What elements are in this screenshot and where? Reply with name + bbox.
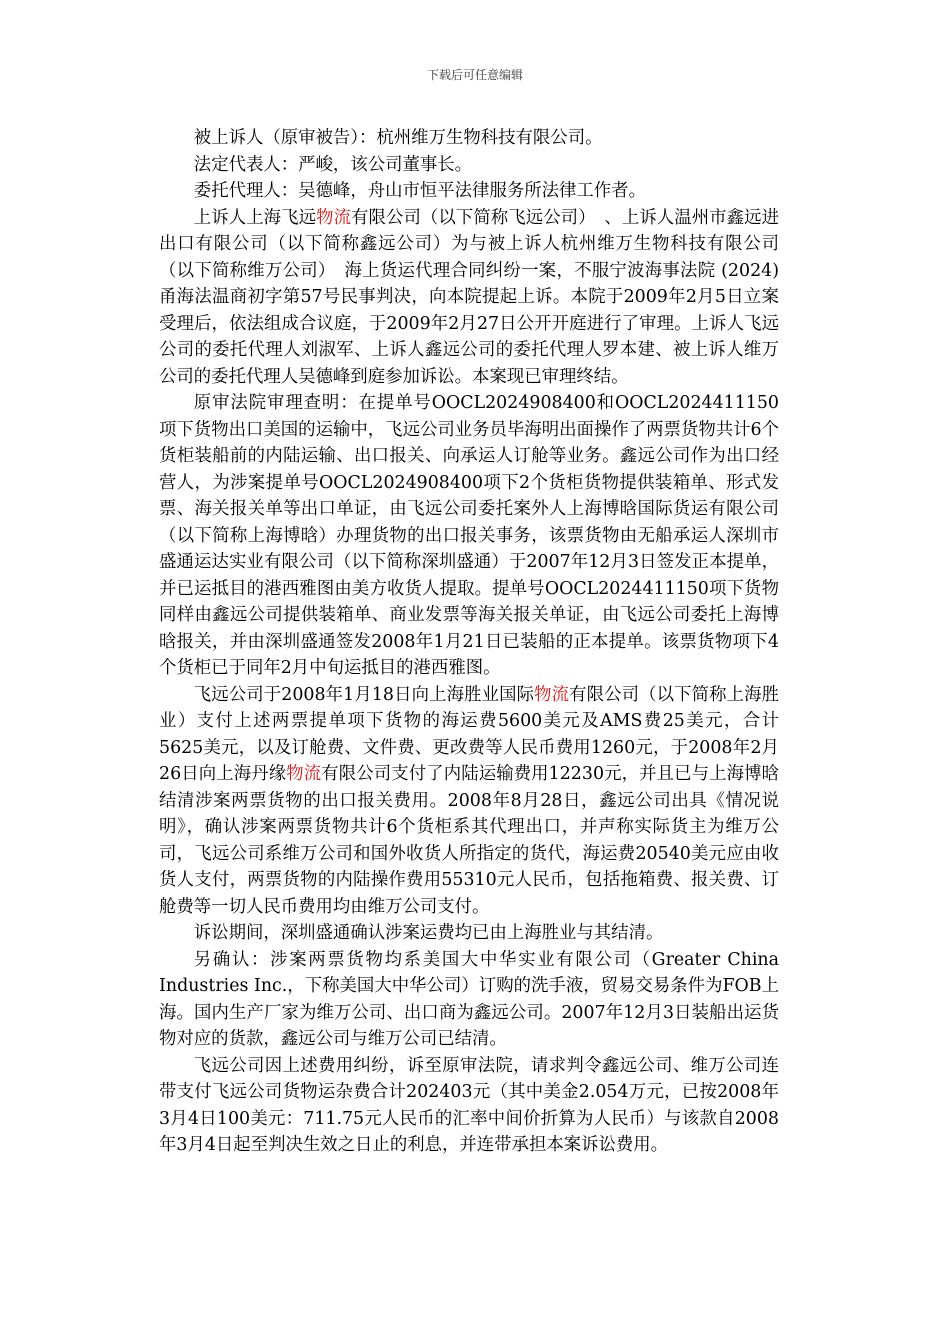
document-body bbox=[159, 125, 779, 1159]
text-run: 委托代理人：吴德峰，舟山市恒平法律服务所法律工作者。 bbox=[193, 181, 646, 201]
text-run: 法定代表人：严峻，该公司董事长。 bbox=[193, 154, 473, 175]
paragraph bbox=[159, 390, 779, 682]
text-run: 诉讼期间，深圳盛通确认涉案运费均已由上海胜业与其结清。 bbox=[193, 923, 664, 943]
text-run: 有限公司（以下简称飞远公司） 、上诉人温州市鑫远进出口有限公司（以下简称鑫远公司）为与被上诉人杭州维万生物科技有限公司（以下简称维万公司） 海上货运代理合同纠纷一案，不服宁波海事法院 (2024)甬海法温商初字第57号民事判决，向本院提起上诉。本院于2009年2月5日立案受理后，依法组成合议庭，于2009年2月27日公开开庭进行了审理。上诉人飞远公司的委托代理人刘淑军、上诉人鑫远公司的委托代理人罗本建、被上诉人维万公司的委托代理人吴德峰到庭参加诉讼。本案现已审理终结。 bbox=[159, 207, 779, 387]
text-run: 被上诉人（原审被告）：杭州维万生物科技有限公司。 bbox=[193, 128, 603, 148]
highlighted-keyword: 物流 bbox=[316, 207, 352, 228]
text-run: 飞远公司于2008年1月18日向上海胜业国际 bbox=[193, 684, 535, 705]
text-run: 另确认：涉案两票货物均系美国大中华实业有限公司（Greater China Industries Inc.，下称美国大中华公司）订购的洗手液，贸易交易条件为FOB上海。国内生产厂家为维万公司、出口商为鑫远公司。2007年12月3日装船出运货物对应的货款，鑫远公司与维万公司已结清。 bbox=[159, 949, 779, 1049]
paragraph bbox=[159, 125, 779, 152]
text-run: 原审法院审理查明：在提单号OOCL2024908400和OOCL2024411150项下货物出口美国的运输中，飞远公司业务员毕海明出面操作了两票货物共计6个货柜装船前的内陆运输、出口报关、向承运人订舱等业务。鑫远公司作为出口经营人，为涉案提单号OOCL2024908400项下2个货柜货物提供装箱单、形式发票、海关报关单等出口单证，由飞远公司委托案外人上海博晗国际货运有限公司（以下简称上海博晗）办理货物的出口报关事务，该票货物由无船承运人深圳市盛通运达实业有限公司（以下简称深圳盛通）于2007年12月3日签发正本提单，并已运抵目的港西雅图由美方收货人提取。提单号OOCL2024411150项下货物同样由鑫远公司提供装箱单、商业发票等海关报关单证，由飞远公司委托上海博晗报关，并由深圳盛通签发2008年1月21日已装船的正本提单。该票货物项下4个货柜已于同年2月中旬运抵目的港西雅图。 bbox=[159, 393, 779, 678]
text-run: 上诉人上海飞远 bbox=[193, 207, 317, 228]
paragraph bbox=[159, 205, 779, 391]
paragraph bbox=[159, 682, 779, 921]
paragraph bbox=[159, 920, 779, 947]
page-header: 下载后可任意编辑 bbox=[426, 68, 523, 82]
highlighted-keyword: 物流 bbox=[534, 684, 570, 705]
paragraph bbox=[159, 152, 779, 179]
text-run: 有限公司（以下简称上海胜业）支付上述两票提单项下货物的海运费5600美元及AMS费25美元，合计5625美元，以及订舱费、文件费、更改费等人民币费用1260元，于2008年2月26日向上海丹缘 bbox=[159, 684, 779, 784]
highlighted-keyword: 物流 bbox=[286, 764, 322, 784]
paragraph bbox=[159, 947, 779, 1053]
text-run: 飞远公司因上述费用纠纷，诉至原审法院，请求判令鑫远公司、维万公司连带支付飞远公司货物运杂费合计202403元（其中美金2.054万元，已按2008年3月4日100美元：711.75元人民币的汇率中间价折算为人民币）与该款自2008年3月4日起至判决生效之日止的利息，并连带承担本案诉讼费用。 bbox=[159, 1055, 779, 1155]
paragraph bbox=[159, 178, 779, 205]
paragraph bbox=[159, 1053, 779, 1159]
text-run: 有限公司支付了内陆运输费用12230元，并且已与上海博晗结清涉案两票货物的出口报关费用。2008年8月28日，鑫远公司出具《情况说明》，确认涉案两票货物共计6个货柜系其代理出口，并声称实际货主为维万公司，飞远公司系维万公司和国外收货人所指定的货代，海运费20540美元应由收货人支付，两票货物的内陆操作费用55310元人民币，包括拖箱费、报关费、订舱费等一切人民币费用均由维万公司支付。 bbox=[159, 764, 779, 917]
